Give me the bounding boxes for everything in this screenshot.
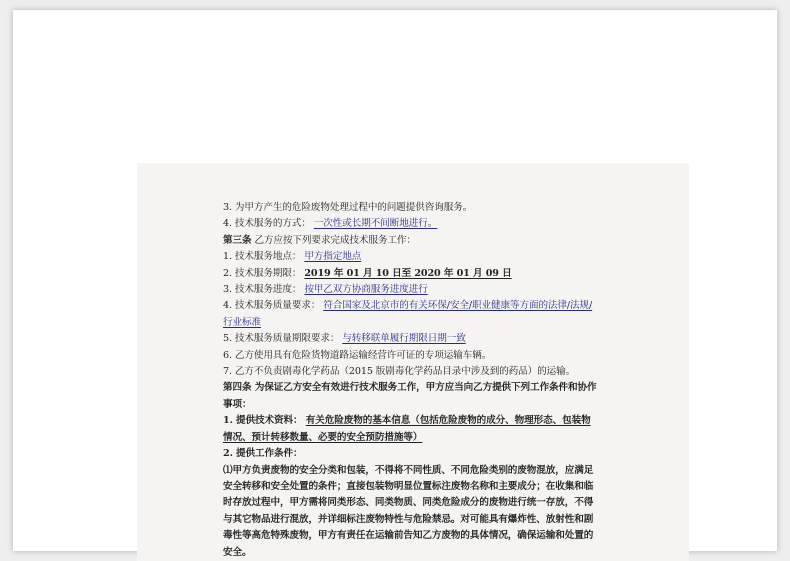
scanned-contract-image bbox=[137, 163, 689, 561]
filled-value: 按甲乙双方协商服务进度进行 bbox=[304, 284, 428, 296]
article-text: 乙方应按下列要求完成技术服务工作： bbox=[254, 234, 416, 246]
article-heading bbox=[223, 233, 627, 249]
text-line: 2. 提供工作条件： bbox=[223, 448, 303, 460]
filled-value: 2019 年 01 月 10 日至 2020 年 01 月 09 日 bbox=[304, 267, 512, 279]
filled-value: 与转移联单履行期限日期一致 bbox=[342, 333, 466, 345]
text-line bbox=[223, 315, 627, 331]
text-line: ⑴甲方负责废物的安全分类和包装，不得将不同性质、不同危险类别的废物混放，应满足 bbox=[223, 464, 594, 476]
text-line: 时存放过程中，甲方需将同类形态、同类物质、同类危险成分的废物进行统一存放，不得 bbox=[223, 497, 594, 509]
text-line: 安全转移和安全处置的条件；直接包装物明显位置标注废物名称和主要成分；在收集和临 bbox=[223, 480, 594, 492]
text-line bbox=[223, 413, 627, 429]
text-line bbox=[223, 298, 627, 314]
filled-value: 一次性或长期不间断地进行。 bbox=[313, 218, 438, 230]
filled-value: 有关危险废物的基本信息（包括危险废物的成分、物理形态、包装物 bbox=[305, 415, 591, 427]
item-label: 4. 技术服务质量要求： bbox=[223, 300, 321, 312]
item-label: 3. 技术服务进度： bbox=[223, 284, 302, 296]
text-line bbox=[223, 266, 627, 282]
item-label: 2. 技术服务期限： bbox=[223, 267, 302, 279]
filled-value: 甲方指定地点 bbox=[304, 251, 362, 263]
text-line bbox=[223, 249, 627, 265]
text-line bbox=[223, 430, 627, 446]
filled-value: 行业标准 bbox=[223, 316, 261, 328]
item-label: 5. 技术服务质量期限要求： bbox=[223, 333, 340, 345]
text-line bbox=[223, 331, 627, 347]
text-line bbox=[223, 282, 627, 298]
document-page bbox=[13, 10, 777, 558]
contract-text bbox=[223, 200, 627, 561]
text-line: 毒性等高危特殊废物，甲方有责任在运输前告知乙方废物的具体情况，确保运输和处置的 bbox=[223, 530, 594, 542]
text-line: 安全。 bbox=[223, 546, 252, 558]
item-label: 1. 提供技术资料： bbox=[223, 415, 303, 427]
article-number: 第三条 bbox=[223, 234, 252, 246]
text-line: 6. 乙方使用具有危险货物道路运输经营许可证的专项运输车辆。 bbox=[223, 349, 492, 361]
text-line: 与其它物品进行混放，并详细标注废物特性与危险禁忌。对可能具有爆炸性、放射性和剧 bbox=[223, 513, 594, 525]
text-line: 3. 为甲方产生的危险废物处理过程中的问题提供咨询服务。 bbox=[223, 202, 473, 213]
item-label: 4. 技术服务的方式： bbox=[223, 218, 311, 230]
text-line bbox=[223, 216, 627, 232]
article-heading: 第四条 为保证乙方安全有效进行技术服务工作，甲方应当向乙方提供下列工作条件和协作 bbox=[223, 382, 597, 394]
text-line: 事项： bbox=[223, 398, 252, 410]
filled-value: 符合国家及北京市的有关环保/安全/职业健康等方面的法律/法规/ bbox=[323, 300, 593, 312]
item-label: 1. 技术服务地点： bbox=[223, 251, 302, 263]
filled-value: 情况、预计转移数量、必要的安全预防措施等） bbox=[223, 431, 423, 443]
text-line: 7. 乙方不负责剧毒化学药品（2015 版剧毒化学药品目录中涉及到的药品）的运输。 bbox=[223, 366, 576, 378]
